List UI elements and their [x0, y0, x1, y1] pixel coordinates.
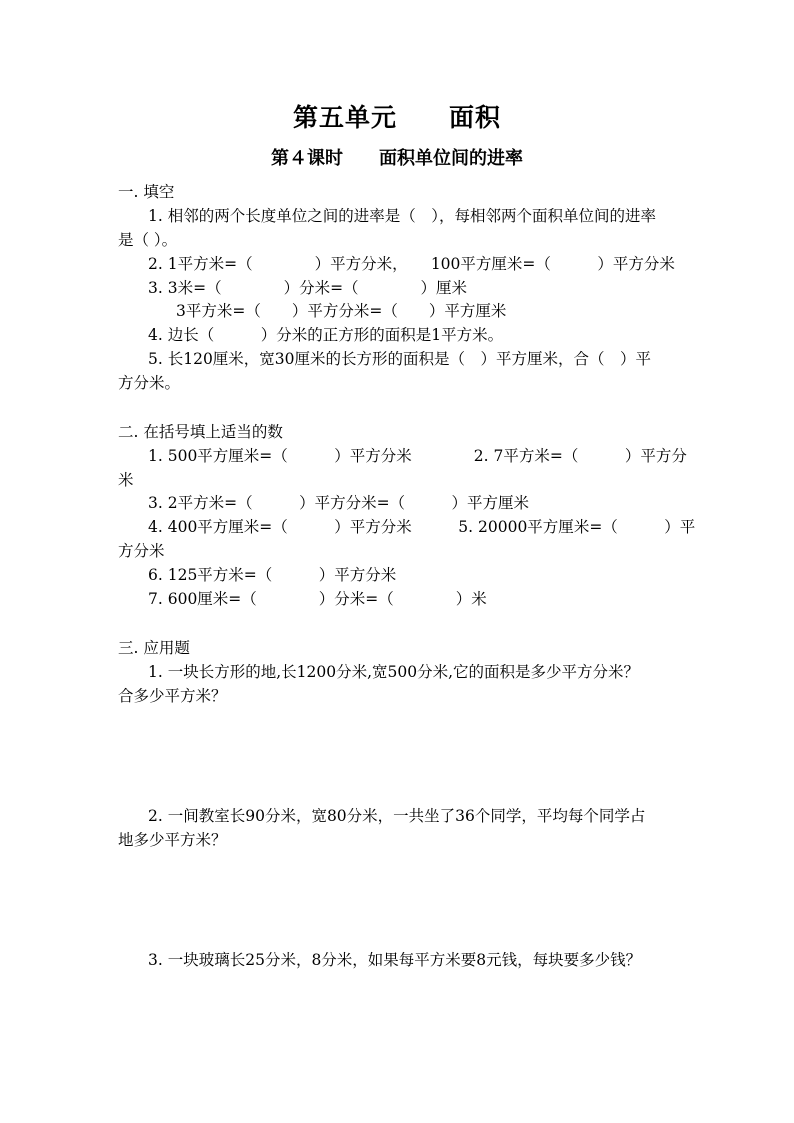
section-1-line: 3. 3米=（ ）分米=（ ）厘米 [148, 279, 468, 297]
section-2-line: 7. 600厘米=（ ）分米=（ ）米 [148, 590, 487, 608]
section-1-line: 方分米。 [118, 374, 181, 392]
page-title: 第五单元 面积 [292, 103, 501, 132]
question-2-line: 2. 一间教室长90分米，宽80分米，一共坐了36个同学，平均每个同学占 [148, 807, 646, 825]
question-1-line: 1. 一块长方形的地,长1200分米,宽500分米,它的面积是多少平方分米？ [148, 663, 640, 681]
section-2-line: 3. 2平方米=（ ）平方分米=（ ）平方厘米 [148, 494, 530, 512]
section-2-line: 米 [118, 471, 134, 489]
section-1-line: 5. 长120厘米，宽30厘米的长方形的面积是（ ）平方厘米，合（ ）平 [148, 350, 652, 368]
question-3-line: 3. 一块玻璃长25分米，8分米，如果每平方米要8元钱，每块要多少钱？ [148, 951, 642, 969]
section-2-line: 方分米 [118, 542, 165, 560]
section-2-line: 4. 400平方厘米=（ ）平方分米 5. 20000平方厘米=（ ）平 [148, 518, 696, 536]
section-1-line: 是（ ）。 [118, 231, 178, 249]
section-1-line: 3平方米=（ ）平方分米=（ ）平方厘米 [176, 302, 507, 320]
question-1-line: 合多少平方米？ [118, 687, 227, 705]
question-2-line: 地多少平方米？ [118, 831, 227, 849]
section-2-line: 6. 125平方米=（ ）平方分米 [148, 566, 397, 584]
section-1-line: 1. 相邻的两个长度单位之间的进率是（ ），每相邻两个面积单位间的进率 [148, 207, 656, 225]
section-2-line: 1. 500平方厘米=（ ）平方分米 2. 7平方米=（ ）平方分 [148, 447, 687, 465]
section-1-line: 2. 1平方米=（ ）平方分米， 100平方厘米=（ ）平方分米 [148, 255, 675, 273]
lesson-subtitle: 第４课时 面积单位间的进率 [271, 148, 523, 169]
section-1-line: 4. 边长（ ）分米的正方形的面积是1平方米。 [148, 326, 504, 344]
section-2-heading: 二. 在括号填上适当的数 [118, 423, 283, 441]
section-1-heading: 一. 填空 [118, 183, 175, 201]
section-3-heading: 三. 应用题 [118, 639, 190, 657]
